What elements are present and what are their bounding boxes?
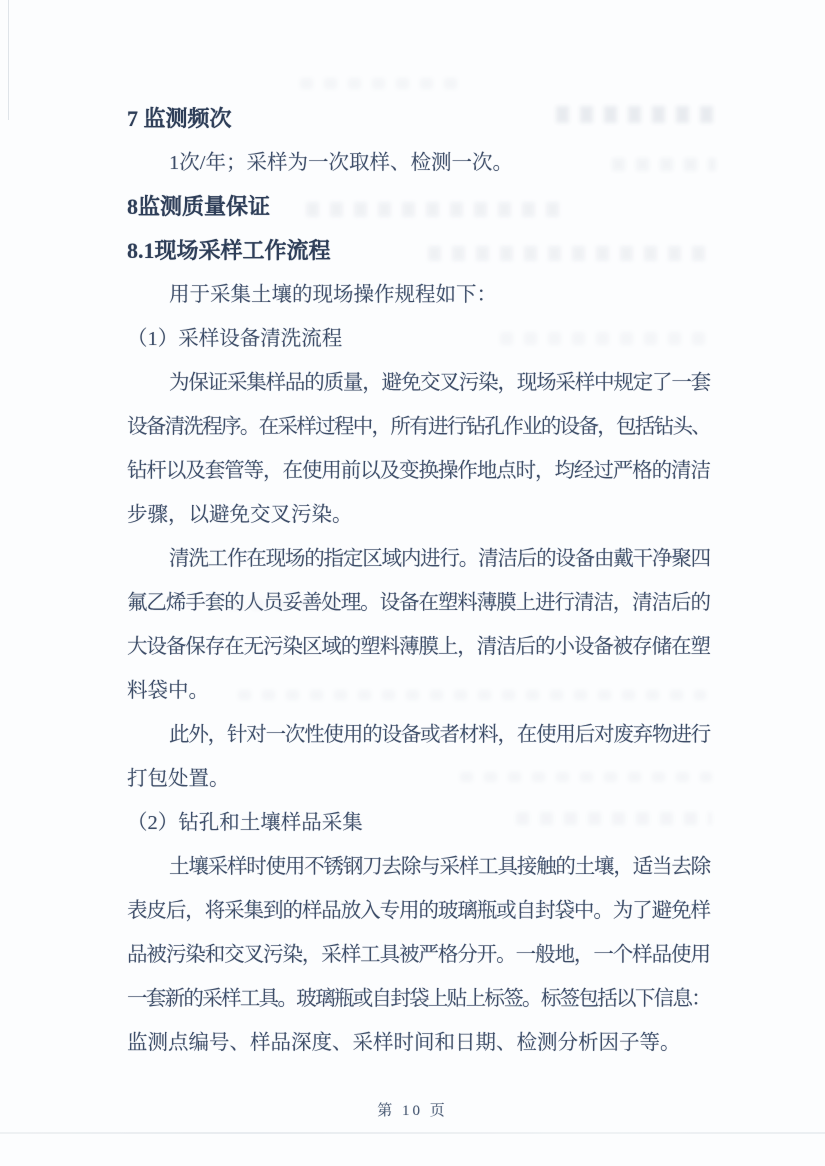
text-line: 钻杆以及套管等，在使用前以及变换操作地点时，均经过严格的清洁 [127,460,710,482]
text-line: 步骤，以避免交叉污染。 [127,504,353,526]
text-line: 表皮后，将采集到的样品放入专用的玻璃瓶或自封袋中。为了避免样 [127,900,710,922]
scan-edge-artifact [8,0,9,120]
scan-edge-artifact [0,1132,825,1134]
text-line: 大设备保存在无污染区域的塑料薄膜上，清洁后的小设备被存储在塑 [127,636,710,658]
text-line: 品被污染和交叉污染，采样工具被严格分开。一般地，一个样品使用 [127,944,710,966]
text-line: 用于采集土壤的现场操作规程如下： [169,284,497,306]
text-line: 1次/年；采样为一次取样、检测一次。 [169,152,513,174]
text-line: 为保证采集样品的质量，避免交叉污染，现场采样中规定了一套 [169,372,710,394]
text-line: 土壤采样时使用不锈钢刀去除与采样工具接触的土壤，适当去除 [169,856,710,878]
text-line: 打包处置。 [127,768,230,790]
text-line: （1）采样设备清洗流程 [127,328,343,350]
text-line: 此外，针对一次性使用的设备或者材料，在使用后对废弃物进行 [169,724,710,746]
text-line: 氟乙烯手套的人员妥善处理。设备在塑料薄膜上进行清洁，清洁后的 [127,592,710,614]
text-line: 监测点编号、样品深度、采样时间和日期、检测分析因子等。 [127,1032,681,1054]
text-line: 设备清洗程序。在采样过程中，所有进行钻孔作业的设备，包括钻头、 [127,416,711,438]
page-footer [0,1099,825,1120]
page-number: 第 10 页 [377,1103,448,1119]
text-line: 料袋中。 [127,680,209,702]
bleed-through-artifact [300,78,468,89]
heading-line: 7 监测频次 [127,106,232,131]
heading-line: 8监测质量保证 [127,194,271,219]
document-body [127,97,710,1065]
text-line: （2）钻孔和土壤样品采集 [127,812,363,834]
text-line: 清洗工作在现场的指定区域内进行。清洁后的设备由戴干净聚四 [169,548,710,570]
heading-line: 8.1现场采样工作流程 [127,238,331,263]
text-line: 一套新的采样工具。玻璃瓶或自封袋上贴上标签。标签包括以下信息： [127,988,711,1010]
